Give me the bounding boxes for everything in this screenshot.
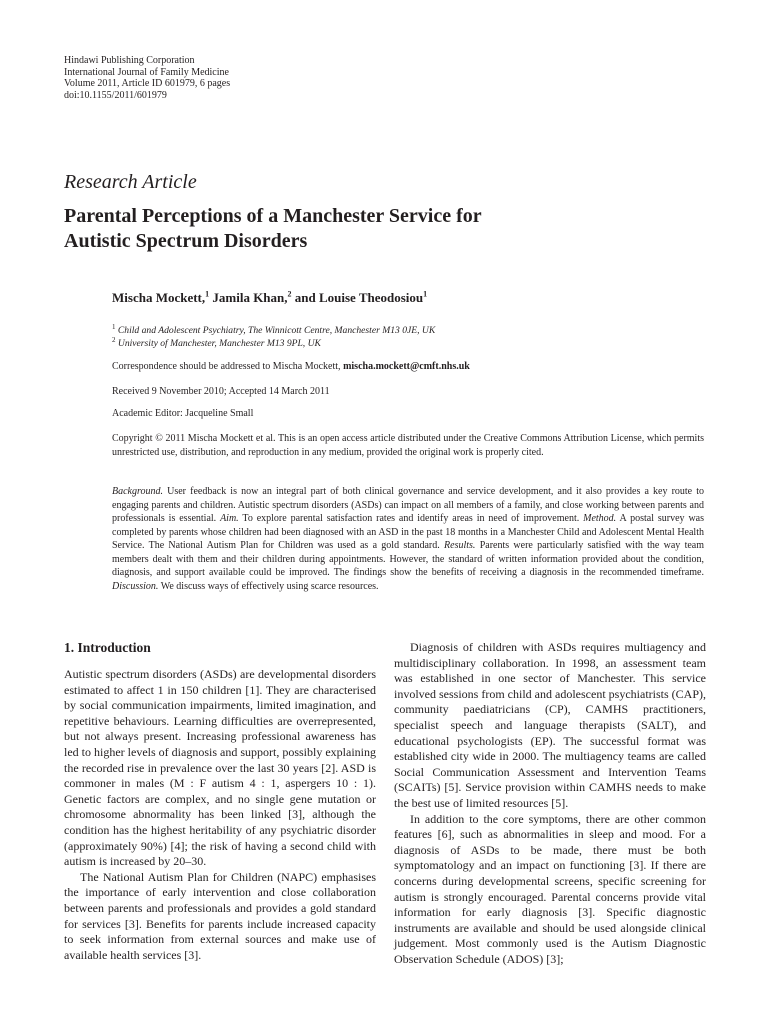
title-line-2: Autistic Spectrum Disorders <box>64 230 308 252</box>
journal-name: International Journal of Family Medicine <box>64 66 229 78</box>
correspondence-email[interactable]: mischa.mockett@cmft.nhs.uk <box>343 361 470 372</box>
affiliation <box>112 323 435 336</box>
author-affiliation-mark: 2 <box>287 289 292 299</box>
body-paragraph: Autistic spectrum disorders (ASDs) are developmental disorders estimated to affect 1 in 150 children [1]. They are characterised by social communication impairments, limited imagination, and repetitive behaviours. Learning difficulties are overrepresented, but not always present. Increasing professional awareness has led to higher levels of diagnosis and support, possibly explaining the recorded rise in prevalence over the last 30 years [2]. ASD is commoner in males (M : F autism 4 : 1, aspergers 10 : 1). Genetic factors are complex, and no single gene mutation or chromosome abnormality has been linked [3], although the condition has the highest heritability of any psychiatric disorder (approximately 90%) [4]; the risk of having a second child with autism is increased by 20–30. <box>64 667 376 869</box>
abstract-aim: To explore parental satisfaction rates and identify areas in need of improvement. <box>238 513 584 524</box>
abstract-results-label: Results. <box>444 540 476 551</box>
abstract <box>112 485 704 593</box>
abstract-aim-label: Aim. <box>220 513 239 524</box>
journal-volume: Volume 2011, Article ID 601979, 6 pages <box>64 78 231 90</box>
journal-doi: doi:10.1155/2011/601979 <box>64 89 167 101</box>
abstract-results: Parents were particularly satisfied with the way team members dealt with them and their children during appointments. However, the standard of written information provided about the condition, diagnosis, and support available could be improved. The findings show the benefits of receiving a diagnosis in the recommended timeframe. <box>112 540 705 578</box>
correspondence-text: Correspondence should be addressed to Mischa Mockett, <box>112 361 344 372</box>
article-type: Research Article <box>64 171 197 193</box>
author-name: Mischa Mockett, <box>112 290 206 305</box>
abstract-discussion-label: Discussion. <box>112 580 159 592</box>
author-list <box>112 290 427 306</box>
affiliation <box>112 336 321 349</box>
body-paragraph: The National Autism Plan for Children (NAPC) emphasises the importance of early intervention and close collaboration between parents and professionals and provides a gold standard for services [3]. Benefits for parents include increased capacity to seek information from external sources and make use of available health services [3]. <box>64 869 376 962</box>
author-affiliation-mark: 1 <box>423 289 428 299</box>
abstract-background-label: Background. <box>112 486 164 497</box>
body-paragraph: Diagnosis of children with ASDs requires multiagency and multidisciplinary collaboration. In 1998, an assessment team was established in one sector of Manchester. This service involved sessions from child and adolescent psychiatrists (CAP), community paediatricians (CP), CAMHS practitioners, specialist speech and language therapists (SALT), and educational psychologists (EP). The successful format was established city wide in 2000. The multiagency teams are called Social Communication Assessment and Intervention Teams (SCAITs) [5]. Service provision within CAMHS needs to make the best use of limited resources [5]. <box>394 640 706 810</box>
body-column-left <box>64 640 376 963</box>
received-accepted-dates: Received 9 November 2010; Accepted 14 March 2011 <box>112 386 330 397</box>
affiliation-number: 1 <box>112 323 116 331</box>
section-heading: 1. Introduction <box>64 640 151 655</box>
affiliation-text: Child and Adolescent Psychiatry, The Winnicott Centre, Manchester M13 0JE, UK <box>115 325 436 337</box>
body-column-right <box>394 640 706 967</box>
publisher: Hindawi Publishing Corporation <box>64 55 195 66</box>
paper-title <box>64 204 704 254</box>
body-paragraph: In addition to the core symptoms, there are other common features [6], such as abnormalities in sleep and mood. For a diagnosis of ASDs to be made, there must be both symptomatology and an impact on functioning [3]. If there are concerns during developmental screens, specific screening for autism is strongly encouraged. Parental concerns provide vital information for early diagnosis [3]. Specific diagnostic instruments are available and should be used alongside clinical judgement. Most commonly used is the Autism Diagnostic Observation Schedule (ADOS) [3]; <box>394 811 706 966</box>
abstract-method: A postal survey was completed by parents whose children had been diagnosed with an ASD in the past 18 months in a Manchester Child and Adolescent Mental Health Service. The National Autism Plan for Children was used as a gold standard. <box>112 513 704 551</box>
title-line-1: Parental Perceptions of a Manchester Service for <box>64 205 482 227</box>
affiliation-number: 2 <box>112 336 116 344</box>
abstract-method-label: Method. <box>583 513 617 524</box>
academic-editor: Academic Editor: Jacqueline Small <box>112 408 254 419</box>
author-name: and Louise Theodosiou <box>291 290 424 305</box>
abstract-background: User feedback is now an integral part of both clinical governance and service development, and it also provides a key route to engaging parents and children. Autistic spectrum disorders (ASDs) can impact on all members of a family, and close working between parents and professionals is essential. <box>112 486 704 524</box>
journal-header <box>64 55 230 101</box>
author-name: Jamila Khan, <box>209 290 288 305</box>
copyright-notice: Copyright © 2011 Mischa Mockett et al. This is an open access article distributed under the Creative Commons Attribution License, which permits unrestricted use, distribution, and reproduction in any medium, provided the original work is properly cited. <box>112 433 704 458</box>
author-affiliation-mark: 1 <box>205 289 210 299</box>
correspondence <box>112 361 470 372</box>
affiliation-text: University of Manchester, Manchester M13 9PL, UK <box>115 338 321 350</box>
abstract-discussion: We discuss ways of effectively using scarce resources. <box>158 580 379 592</box>
